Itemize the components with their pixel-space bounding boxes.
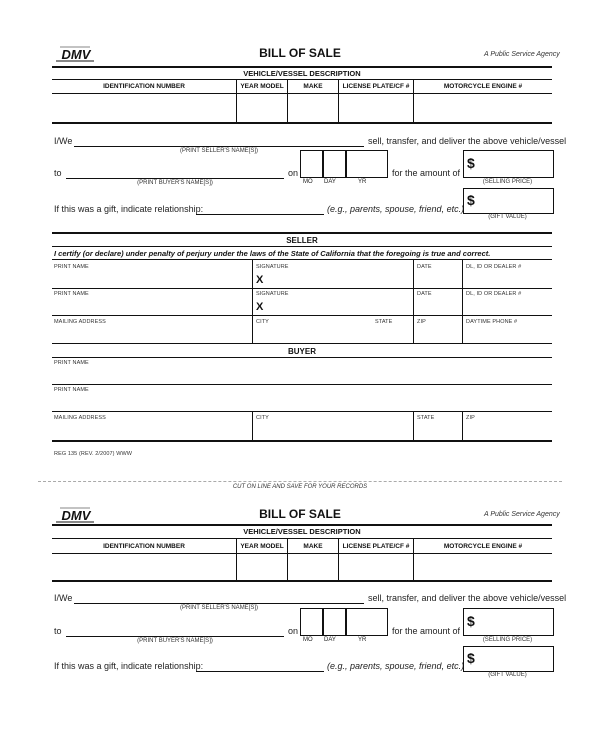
selling-price-box-copy[interactable] — [463, 608, 554, 636]
to-label-copy: to — [54, 626, 62, 636]
sell-transfer-text: sell, transfer, and deliver the above vehicle/vessel — [368, 136, 567, 146]
col-identification-number: IDENTIFICATION NUMBER — [103, 83, 185, 90]
logo-text: DMV — [61, 47, 91, 62]
dmv-logo — [54, 44, 98, 62]
month-caption-copy: MO — [303, 637, 313, 643]
seller-names-line-copy[interactable] — [74, 603, 364, 604]
gift-dollar-sign-copy: $ — [467, 650, 475, 666]
gift-value-box-copy[interactable] — [463, 646, 554, 672]
amount-text-copy: for the amount of — [392, 626, 461, 636]
buyer-name-caption-copy: (PRINT BUYER'S NAME[S]) — [137, 638, 213, 644]
buyer-names-line[interactable] — [66, 178, 284, 179]
day-caption: DAY — [324, 179, 336, 185]
gift-label: If this was a gift, indicate relationship: — [54, 204, 204, 214]
buyer-city: CITY — [256, 415, 269, 421]
gift-value-box[interactable] — [463, 188, 554, 214]
i-we-label: I/We — [54, 136, 73, 146]
motorcycle-engine-field[interactable] — [414, 94, 552, 122]
seller-date-1: DATE — [417, 264, 432, 270]
seller-signature-x-1: X — [256, 274, 264, 286]
col-make: MAKE — [303, 83, 323, 90]
buyer-names-line-copy[interactable] — [66, 636, 284, 637]
agency-name-copy: A Public Service Agency — [484, 511, 560, 518]
gift-example-text-copy: (e.g., parents, spouse, friend, etc.) — [327, 661, 465, 671]
seller-phone: DAYTIME PHONE # — [466, 319, 518, 325]
identification-number-field-copy[interactable] — [52, 554, 236, 580]
month-caption: MO — [303, 179, 313, 185]
col-year-model-copy: YEAR MODEL — [240, 543, 284, 550]
agency-name: A Public Service Agency — [484, 51, 560, 58]
form-revision: REG 135 (REV. 2/2007) WWW — [54, 451, 133, 457]
seller-name-caption-copy: (PRINT SELLER'S NAME[S]) — [179, 605, 259, 611]
gift-value-caption-copy: (GIFT VALUE) — [488, 672, 527, 678]
license-plate-field-copy[interactable] — [339, 554, 413, 580]
gift-example-text: (e.g., parents, spouse, friend, etc.) — [327, 204, 465, 214]
seller-mailing-address: MAILING ADDRESS — [54, 319, 106, 325]
seller-print-name-1: PRINT NAME — [54, 264, 89, 270]
col-identification-number-copy: IDENTIFICATION NUMBER — [103, 543, 185, 550]
year-model-field-copy[interactable] — [237, 554, 287, 580]
year-model-field[interactable] — [237, 94, 287, 122]
day-caption-copy: DAY — [324, 637, 336, 643]
seller-city: CITY — [256, 319, 269, 325]
selling-price-caption-copy: (SELLING PRICE) — [482, 637, 533, 643]
seller-date-2: DATE — [417, 291, 432, 297]
to-label: to — [54, 168, 62, 178]
seller-signature-x-2: X — [256, 301, 264, 313]
buyer-print-name-2: PRINT NAME — [54, 387, 89, 393]
certify-text: I certify (or declare) under penalty of perjury under the laws of the State of California that the foregoing is true and correct. — [54, 249, 491, 258]
sale-date-box[interactable] — [300, 150, 388, 178]
on-label-copy: on — [288, 626, 299, 636]
year-caption-copy: YR — [358, 637, 367, 643]
logo-text-copy: DMV — [61, 508, 91, 523]
dmv-logo-copy — [54, 505, 98, 523]
col-make-copy: MAKE — [303, 543, 323, 550]
motorcycle-engine-field-copy[interactable] — [414, 554, 552, 580]
form-title-copy: BILL OF SALE — [259, 507, 341, 521]
vehicle-section-title-copy: VEHICLE/VESSEL DESCRIPTION — [243, 527, 361, 536]
buyer-state: STATE — [417, 415, 435, 421]
year-caption: YR — [358, 179, 367, 185]
make-field-copy[interactable] — [288, 554, 338, 580]
gift-value-caption: (GIFT VALUE) — [488, 214, 527, 220]
gift-relationship-line[interactable] — [196, 214, 324, 215]
col-license-plate-copy: LICENSE PLATE/CF # — [342, 543, 410, 550]
on-label: on — [288, 168, 299, 178]
col-year-model: YEAR MODEL — [240, 83, 284, 90]
vehicle-section-title: VEHICLE/VESSEL DESCRIPTION — [243, 69, 361, 78]
form-title: BILL OF SALE — [259, 46, 341, 60]
buyer-section-title: BUYER — [287, 347, 316, 356]
seller-dl-1: DL, ID OR DEALER # — [466, 264, 522, 270]
seller-names-line[interactable] — [74, 146, 364, 147]
amount-text: for the amount of — [392, 168, 461, 178]
buyer-name-caption: (PRINT BUYER'S NAME[S]) — [137, 180, 213, 186]
seller-state: STATE — [375, 319, 393, 325]
dollar-sign-copy: $ — [467, 613, 475, 629]
selling-price-box[interactable] — [463, 150, 554, 178]
buyer-mailing-address: MAILING ADDRESS — [54, 415, 106, 421]
col-motorcycle-engine: MOTORCYCLE ENGINE # — [443, 83, 523, 90]
seller-signature-1: SIGNATURE — [256, 264, 289, 270]
seller-print-name-2: PRINT NAME — [54, 291, 89, 297]
seller-name-caption: (PRINT SELLER'S NAME[S]) — [179, 148, 259, 154]
cut-line-text: CUT ON LINE AND SAVE FOR YOUR RECORDS — [232, 484, 368, 490]
sell-transfer-text-copy: sell, transfer, and deliver the above vehicle/vessel — [368, 593, 567, 603]
make-field[interactable] — [288, 94, 338, 122]
col-motorcycle-engine-copy: MOTORCYCLE ENGINE # — [443, 543, 523, 550]
seller-signature-2: SIGNATURE — [256, 291, 289, 297]
identification-number-field[interactable] — [52, 94, 236, 122]
seller-zip: ZIP — [417, 319, 426, 325]
license-plate-field[interactable] — [339, 94, 413, 122]
seller-dl-2: DL, ID OR DEALER # — [466, 291, 522, 297]
buyer-print-name-1: PRINT NAME — [54, 360, 89, 366]
i-we-label-copy: I/We — [54, 593, 73, 603]
dollar-sign: $ — [467, 155, 475, 171]
gift-relationship-line-copy[interactable] — [196, 671, 324, 672]
sale-date-box-copy[interactable] — [300, 608, 388, 636]
gift-label-copy: If this was a gift, indicate relationship: — [54, 661, 204, 671]
col-license-plate: LICENSE PLATE/CF # — [342, 83, 410, 90]
gift-dollar-sign: $ — [467, 192, 475, 208]
buyer-zip: ZIP — [466, 415, 475, 421]
seller-section-title: SELLER — [286, 236, 318, 245]
selling-price-caption: (SELLING PRICE) — [482, 179, 533, 185]
